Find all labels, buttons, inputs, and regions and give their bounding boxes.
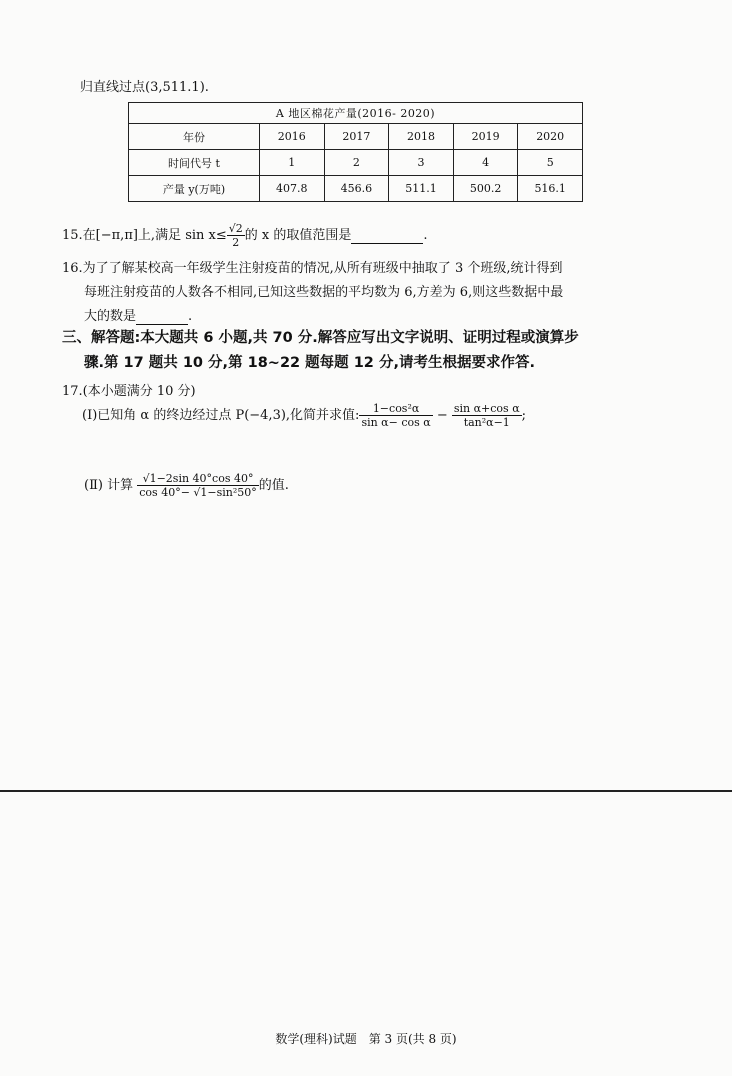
frac1-num: 1−cos²α — [359, 402, 432, 416]
q17-part1-prefix: (Ⅰ)已知角 α 的终边经过点 P(−4,3),化简并求值: — [82, 408, 360, 423]
q15-suffix: 的 x 的取值范围是 — [244, 228, 352, 243]
table-cell: 2017 — [324, 124, 389, 150]
q16-line3 — [84, 305, 192, 325]
question-15 — [62, 222, 428, 249]
q17-part1-frac1 — [359, 402, 432, 429]
table-cell: 年份 — [129, 124, 260, 150]
q16-line2: 每班注射疫苗的人数各不相同,已知这些数据的平均数为 6,方差为 6,则这些数据中最 — [84, 285, 564, 300]
table-cell: 456.6 — [324, 176, 389, 202]
table-cell: 2 — [324, 150, 389, 176]
q17-part2-prefix: (Ⅱ) 计算 — [84, 478, 134, 493]
q15-frac-den: 2 — [232, 236, 240, 249]
q15-frac-num: √2 — [228, 222, 243, 235]
frac2-den: tan²α−1 — [463, 416, 510, 429]
q17-header: 17.(本小题满分 10 分) — [62, 384, 196, 399]
table-cell: 5 — [518, 150, 583, 176]
q16-answer-blank[interactable] — [136, 309, 188, 325]
q17-part2-suffix: 的值. — [258, 478, 289, 493]
table-cell: 2016 — [260, 124, 325, 150]
frac2-num: sin α+cos α — [453, 402, 520, 415]
table-caption: A 地区棉花产量(2016- 2020) — [129, 103, 583, 124]
table-cell: 2019 — [453, 124, 518, 150]
table-cell: 2018 — [389, 124, 454, 150]
table-cell: 407.8 — [260, 176, 325, 202]
table-row — [129, 176, 583, 202]
section3-line2: 骤.第 17 题共 10 分,第 18~22 题每题 12 分,请考生根据要求作答. — [84, 355, 535, 371]
table-cell: 4 — [453, 150, 518, 176]
q15-prefix: 15.在[−π,π]上,满足 sin x≤ — [62, 228, 227, 243]
q17-minus: − — [436, 408, 448, 423]
q16-line1: 16.为了了解某校高一年级学生注射疫苗的情况,从所有班级中抽取了 3 个班级,统计得到 — [62, 261, 563, 276]
table-row — [129, 124, 583, 150]
q17-part1-end: ; — [521, 408, 527, 423]
section3-line1: 三、解答题:本大题共 6 小题,共 70 分.解答应写出文字说明、证明过程或演算步 — [62, 330, 579, 346]
part2-den: cos 40°− √1−sin²50° — [139, 486, 257, 499]
table-cell: 产量 y(万吨) — [129, 176, 260, 202]
q15-answer-blank[interactable] — [351, 228, 423, 244]
table-cell: 2020 — [518, 124, 583, 150]
table-row — [129, 150, 583, 176]
page-footer: 数学(理科)试题 第 3 页(共 8 页) — [275, 1032, 457, 1046]
table-cell: 516.1 — [518, 176, 583, 202]
q17-part1 — [82, 402, 526, 429]
q15-fraction — [227, 222, 245, 249]
q17-part2 — [84, 472, 289, 499]
table-cell: 500.2 — [453, 176, 518, 202]
q17-part1-frac2 — [452, 402, 522, 429]
q16-line3-text: 大的数是 — [84, 309, 137, 324]
q17-part2-frac — [137, 472, 259, 499]
part2-num: √1−2sin 40°cos 40° — [137, 472, 259, 486]
table-cell: 1 — [260, 150, 325, 176]
page-divider — [0, 790, 732, 792]
q16-end: . — [188, 309, 193, 324]
table-cell: 511.1 — [389, 176, 454, 202]
table-cell: 3 — [389, 150, 454, 176]
frac1-den: sin α− cos α — [361, 416, 431, 429]
q15-end: . — [423, 228, 428, 243]
cotton-production-table — [128, 102, 583, 202]
table-cell: 时间代号 t — [129, 150, 260, 176]
intro-line: 归直线过点(3,511.1). — [80, 80, 209, 95]
